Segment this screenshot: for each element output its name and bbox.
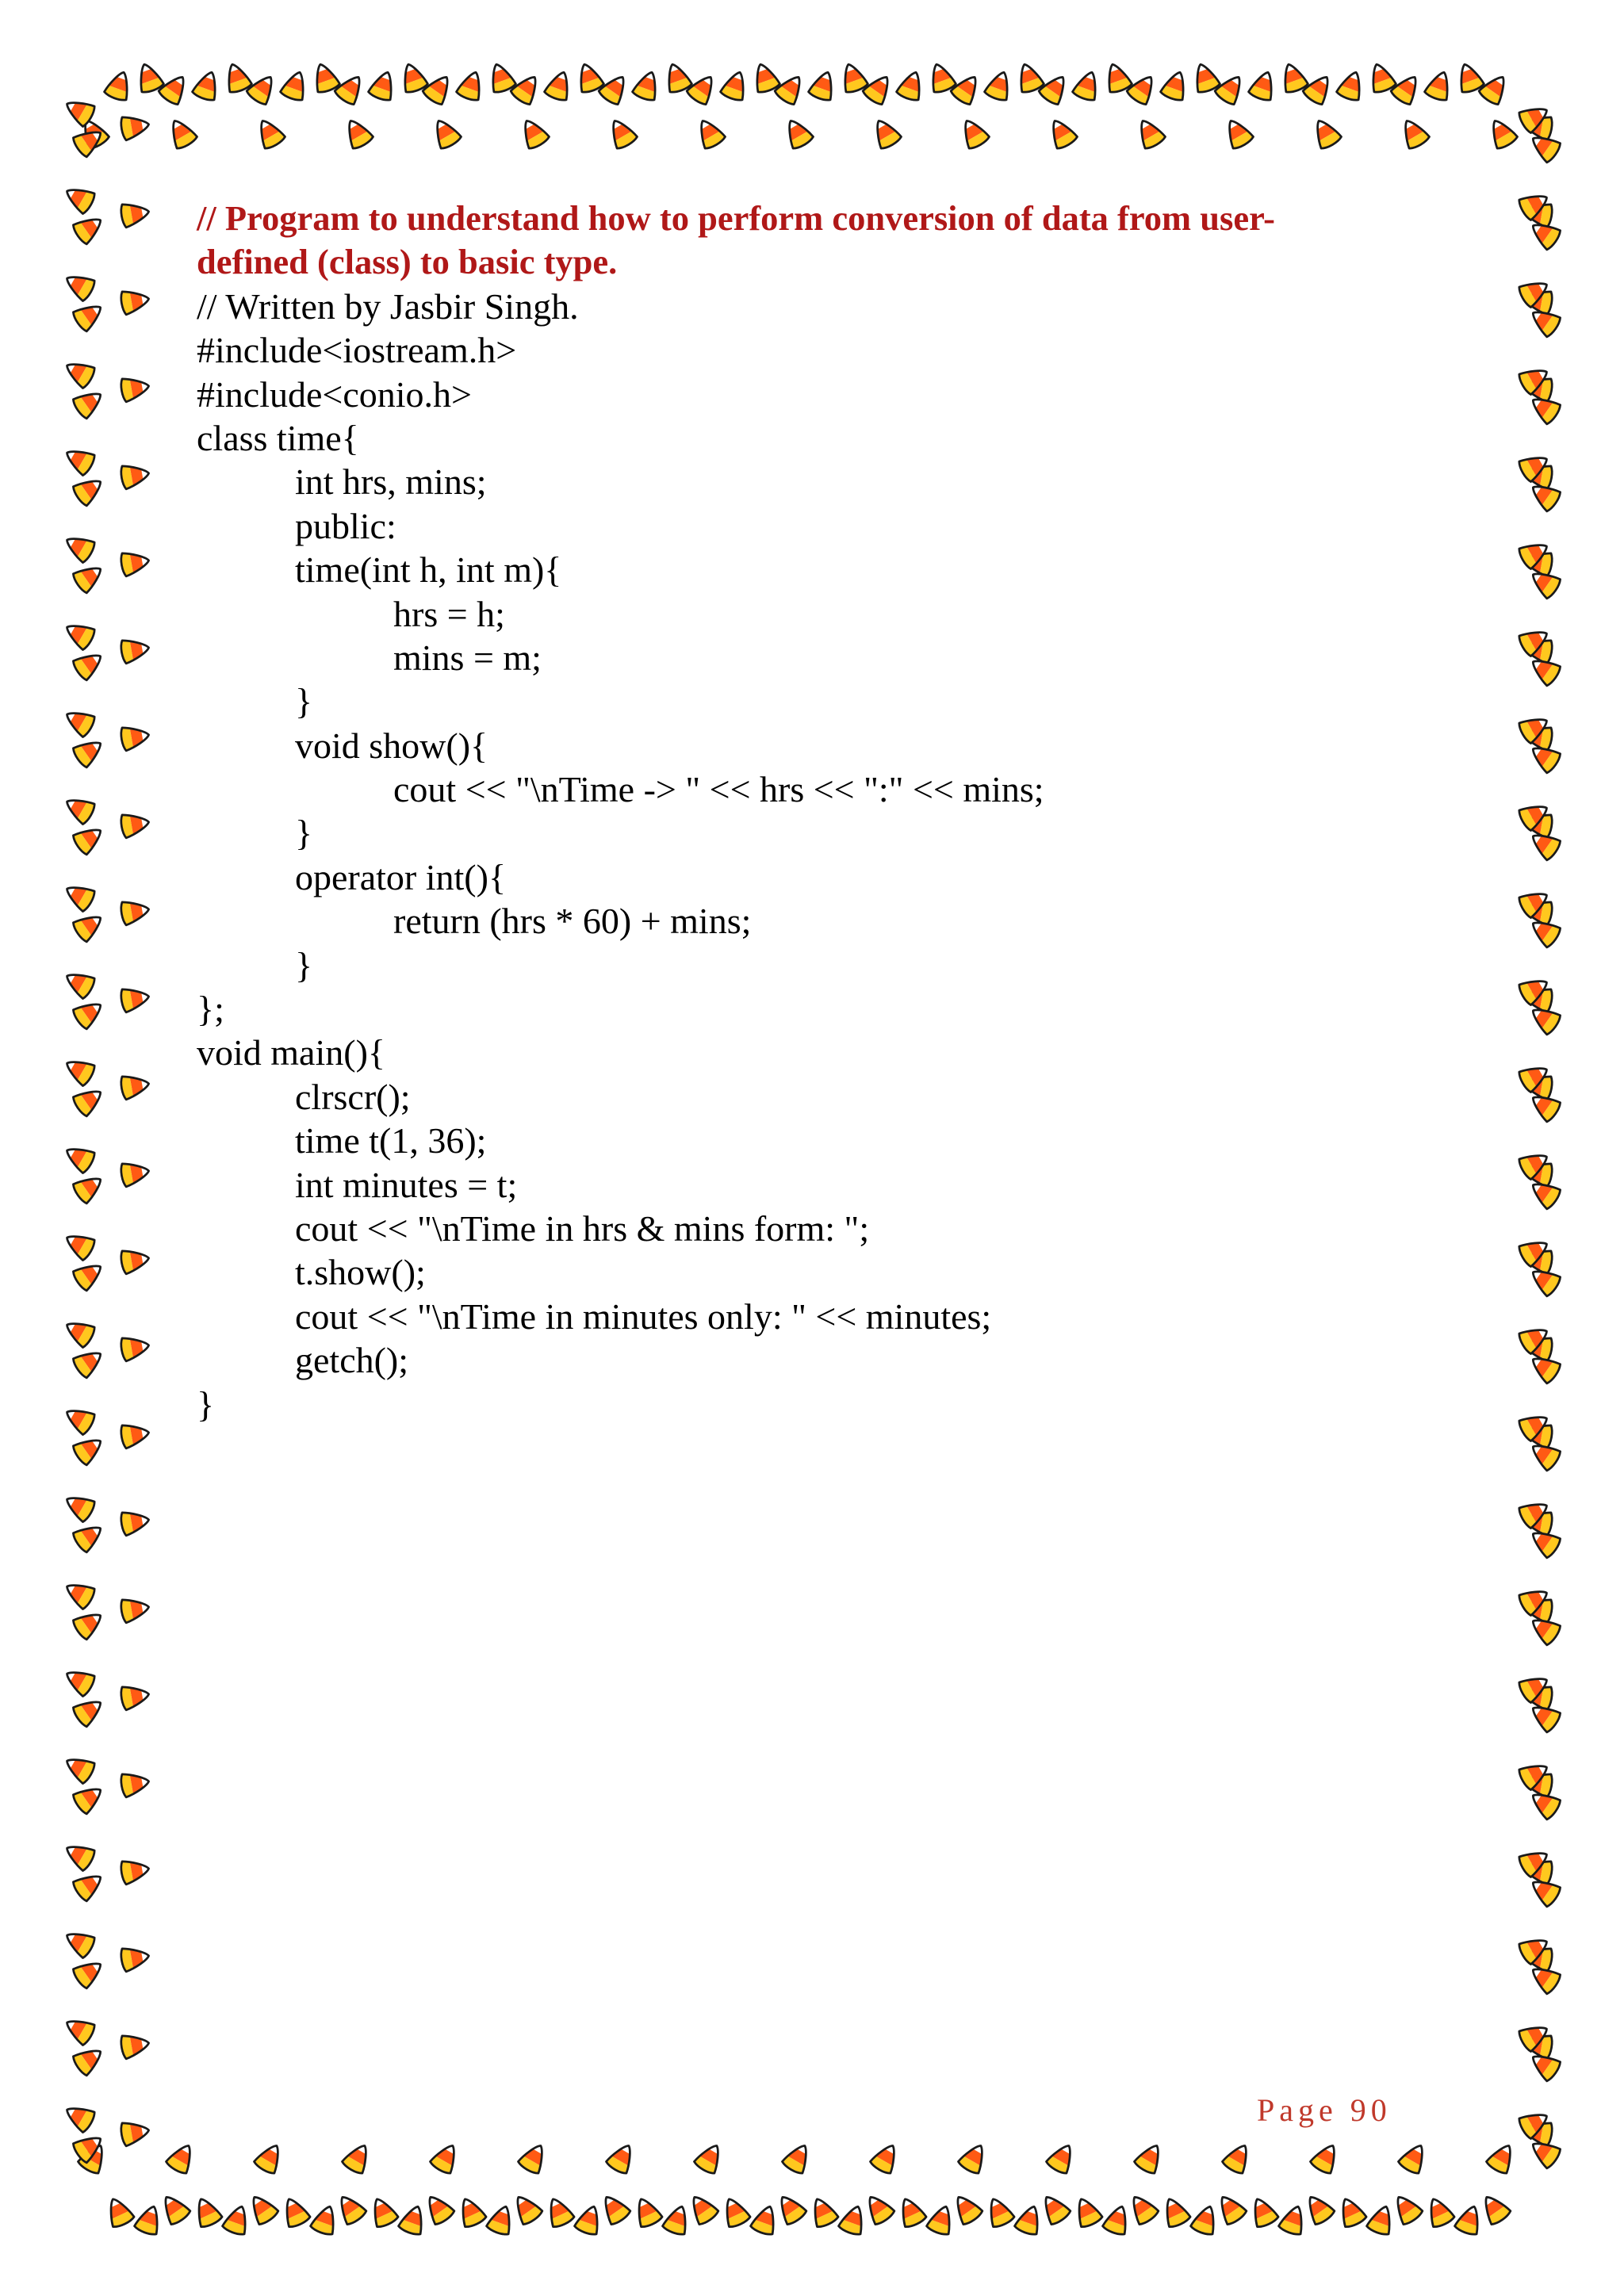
heading-line-1: // Program to understand how to perform conversion of data from user- (197, 198, 1275, 238)
candy-corn-icon (116, 806, 155, 844)
candy-corn-icon (1472, 2186, 1518, 2232)
candy-corn-icon (687, 110, 732, 155)
code-line: time t(1, 36); (295, 1120, 487, 1161)
candy-corn-icon (66, 1252, 112, 1298)
candy-corn-icon (56, 786, 102, 831)
candy-corn-icon (327, 2186, 373, 2232)
candy-corn-icon (863, 110, 908, 155)
code-body (197, 285, 1410, 1426)
candy-corn-icon (944, 2186, 990, 2232)
candy-corn-icon (1208, 2186, 1254, 2232)
candy-corn-icon (66, 1950, 112, 1996)
candy-corn-icon (863, 2135, 908, 2180)
candy-corn-icon (66, 380, 112, 426)
candy-corn-icon (56, 1483, 102, 1529)
candy-corn-icon (1330, 64, 1373, 107)
candy-corn-icon (1032, 2186, 1078, 2232)
code-line: } (295, 944, 313, 985)
candy-corn-icon (1479, 110, 1524, 155)
code-line: mins = m; (393, 637, 542, 678)
candy-corn-icon (66, 816, 112, 862)
candy-corn-icon (116, 1765, 155, 1804)
candy-corn-icon (1039, 110, 1084, 155)
candy-corn-icon (186, 64, 228, 107)
candy-corn-icon (56, 1745, 102, 1790)
candy-corn-icon (744, 2198, 787, 2241)
candy-corn-icon (1448, 2198, 1491, 2241)
candy-corn-icon (1384, 2186, 1430, 2232)
candy-corn-icon (1127, 2135, 1172, 2180)
candy-corn-icon (239, 2186, 285, 2232)
candy-corn-icon (116, 1242, 155, 1280)
code-line: } (295, 681, 313, 722)
candy-corn-icon (920, 2198, 963, 2241)
candy-corn-icon (768, 2186, 814, 2232)
candy-corn-icon (1127, 110, 1172, 155)
candy-corn-icon (128, 2198, 170, 2241)
candy-corn-icon (116, 108, 155, 147)
candy-corn-icon (66, 1513, 112, 1559)
candy-corn-icon (66, 990, 112, 1036)
candy-corn-icon (116, 631, 155, 670)
code-line: cout << "\nTime in minutes only: " << minutes; (295, 1295, 992, 1337)
candy-corn-icon (116, 369, 155, 408)
candy-corn-icon (599, 110, 644, 155)
candy-corn-icon (116, 1503, 155, 1542)
candy-corn-icon (450, 64, 492, 107)
candy-corn-icon (951, 110, 996, 155)
candy-corn-icon (116, 718, 155, 757)
candy-corn-icon (56, 437, 102, 482)
candy-corn-icon (626, 64, 668, 107)
program-heading (197, 197, 1410, 285)
candy-corn-icon (116, 1590, 155, 1629)
candy-corn-icon (335, 2135, 380, 2180)
candy-corn-icon (116, 1678, 155, 1716)
code-line: time(int h, int m){ (295, 549, 562, 591)
candy-corn-icon (116, 282, 155, 321)
candy-corn-icon (159, 2135, 204, 2180)
code-line: hrs = h; (393, 593, 505, 634)
candy-corn-icon (116, 457, 155, 496)
candy-corn-icon (56, 1832, 102, 1877)
candy-corn-icon (116, 195, 155, 234)
candy-corn-icon (247, 110, 292, 155)
code-line: int minutes = t; (295, 1164, 518, 1205)
candy-corn-icon (66, 554, 112, 600)
code-line: int hrs, mins; (295, 461, 487, 503)
candy-corn-icon (304, 2198, 347, 2241)
candy-corn-icon (1066, 64, 1109, 107)
candy-corn-icon (832, 2198, 875, 2241)
candy-corn-icon (66, 293, 112, 339)
candy-corn-icon (116, 1852, 155, 1891)
candy-corn-icon (66, 205, 112, 251)
candy-corn-icon (116, 1154, 155, 1193)
candy-corn-icon (116, 2026, 155, 2065)
candy-corn-icon (775, 2135, 820, 2180)
candy-corn-icon (511, 110, 556, 155)
candy-corn-icon (66, 1688, 112, 1734)
code-line: class time{ (197, 417, 359, 458)
candy-corn-icon (247, 2135, 292, 2180)
candy-corn-icon (66, 1862, 112, 1908)
code-line: #include<conio.h> (197, 373, 472, 415)
candy-corn-icon (56, 1658, 102, 1703)
candy-corn-icon (56, 1309, 102, 1354)
candy-corn-icon (66, 641, 112, 687)
page-number: Page 90 (1257, 2092, 1392, 2128)
candy-corn-icon (66, 1077, 112, 1123)
candy-corn-icon (511, 2135, 556, 2180)
candy-corn-icon (1303, 110, 1348, 155)
candy-corn-icon (1303, 2135, 1348, 2180)
candy-corn-icon (56, 1135, 102, 1180)
code-line: t.show(); (295, 1252, 426, 1293)
candy-corn-icon (151, 2186, 197, 2232)
candy-corn-icon (116, 1416, 155, 1455)
candy-corn-icon (423, 2135, 468, 2180)
candy-corn-icon (56, 1919, 102, 1965)
candy-corn-icon (1039, 2135, 1084, 2180)
candy-corn-icon (66, 903, 112, 949)
candy-corn-icon (56, 698, 102, 744)
candy-corn-icon (56, 2007, 102, 2052)
candy-corn-icon (1272, 2198, 1315, 2241)
candy-corn-icon (56, 350, 102, 395)
candy-corn-icon (98, 64, 140, 107)
candy-corn-icon (56, 175, 102, 220)
candy-corn-icon (568, 2198, 611, 2241)
candy-corn-icon (66, 1601, 112, 1647)
candy-corn-icon (1215, 2135, 1260, 2180)
code-line: cout << "\nTime -> " << hrs << ":" << mins; (393, 769, 1044, 810)
candy-corn-icon (1215, 110, 1260, 155)
candy-corn-icon (1242, 64, 1285, 107)
candy-corn-icon (599, 2135, 644, 2180)
candy-corn-icon (66, 729, 112, 775)
candy-corn-icon (714, 64, 756, 107)
candy-corn-icon (362, 64, 404, 107)
candy-corn-icon (687, 2135, 732, 2180)
candy-corn-icon (504, 2186, 550, 2232)
candy-corn-icon (890, 64, 933, 107)
candy-corn-icon (423, 110, 468, 155)
code-line: }; (197, 989, 224, 1030)
candy-corn-icon (592, 2186, 638, 2232)
code-line: // Written by Jasbir Singh. (197, 285, 579, 327)
code-line: } (197, 1383, 215, 1425)
heading-line-2: defined (class) to basic type. (197, 242, 618, 282)
candy-corn-icon (216, 2198, 259, 2241)
candy-corn-icon (978, 64, 1021, 107)
candy-corn-icon (116, 1329, 155, 1368)
code-line: void main(){ (197, 1032, 385, 1073)
candy-corn-icon (1391, 2135, 1436, 2180)
candy-corn-icon (159, 110, 204, 155)
code-line: void show(){ (295, 725, 488, 766)
candy-corn-icon (1296, 2186, 1342, 2232)
code-line: operator int(){ (295, 856, 507, 897)
candy-corn-icon (66, 467, 112, 513)
candy-corn-icon (56, 611, 102, 656)
candy-corn-icon (66, 1165, 112, 1211)
candy-corn-icon (56, 1396, 102, 1441)
candy-corn-icon (1154, 64, 1197, 107)
code-line: cout << "\nTime in hrs & mins form: "; (295, 1207, 870, 1249)
candy-corn-icon (1120, 2186, 1166, 2232)
candy-corn-icon (56, 524, 102, 569)
code-listing (197, 197, 1410, 1426)
candy-corn-icon (802, 64, 845, 107)
candy-corn-icon (116, 1939, 155, 1978)
candy-corn-icon (116, 1067, 155, 1106)
candy-corn-icon (656, 2198, 699, 2241)
code-line: } (295, 813, 313, 854)
code-line: getch(); (295, 1340, 409, 1381)
candy-corn-icon (480, 2198, 523, 2241)
candy-corn-icon (416, 2186, 462, 2232)
candy-corn-icon (66, 2037, 112, 2083)
candy-corn-icon (1418, 64, 1461, 107)
candy-corn-icon (392, 2198, 435, 2241)
candy-corn-icon (116, 544, 155, 583)
code-line: return (hrs * 60) + mins; (393, 901, 752, 942)
candy-corn-icon (56, 1047, 102, 1093)
code-line: #include<iostream.h> (197, 330, 517, 371)
candy-corn-icon (56, 2094, 102, 2139)
candy-corn-icon (538, 64, 580, 107)
candy-corn-icon (274, 64, 316, 107)
candy-corn-icon (56, 1222, 102, 1267)
candy-corn-icon (856, 2186, 902, 2232)
candy-corn-icon (1184, 2198, 1227, 2241)
code-line: clrscr(); (295, 1076, 411, 1117)
candy-corn-icon (66, 1775, 112, 1821)
candy-corn-icon (66, 1339, 112, 1385)
candy-corn-icon (56, 1571, 102, 1616)
candy-corn-icon (116, 2114, 155, 2152)
candy-corn-icon (56, 873, 102, 918)
candy-corn-icon (56, 262, 102, 308)
candy-corn-icon (1479, 2135, 1524, 2180)
candy-corn-icon (1008, 2198, 1051, 2241)
candy-corn-icon (116, 893, 155, 932)
candy-corn-icon (1096, 2198, 1139, 2241)
candy-corn-icon (1360, 2198, 1403, 2241)
candy-corn-icon (116, 980, 155, 1019)
candy-corn-icon (680, 2186, 726, 2232)
candy-corn-icon (56, 960, 102, 1005)
candy-corn-icon (951, 2135, 996, 2180)
candy-corn-icon (1391, 110, 1436, 155)
code-line: public: (295, 505, 396, 546)
candy-corn-icon (335, 110, 380, 155)
candy-corn-icon (775, 110, 820, 155)
candy-corn-icon (66, 1426, 112, 1472)
